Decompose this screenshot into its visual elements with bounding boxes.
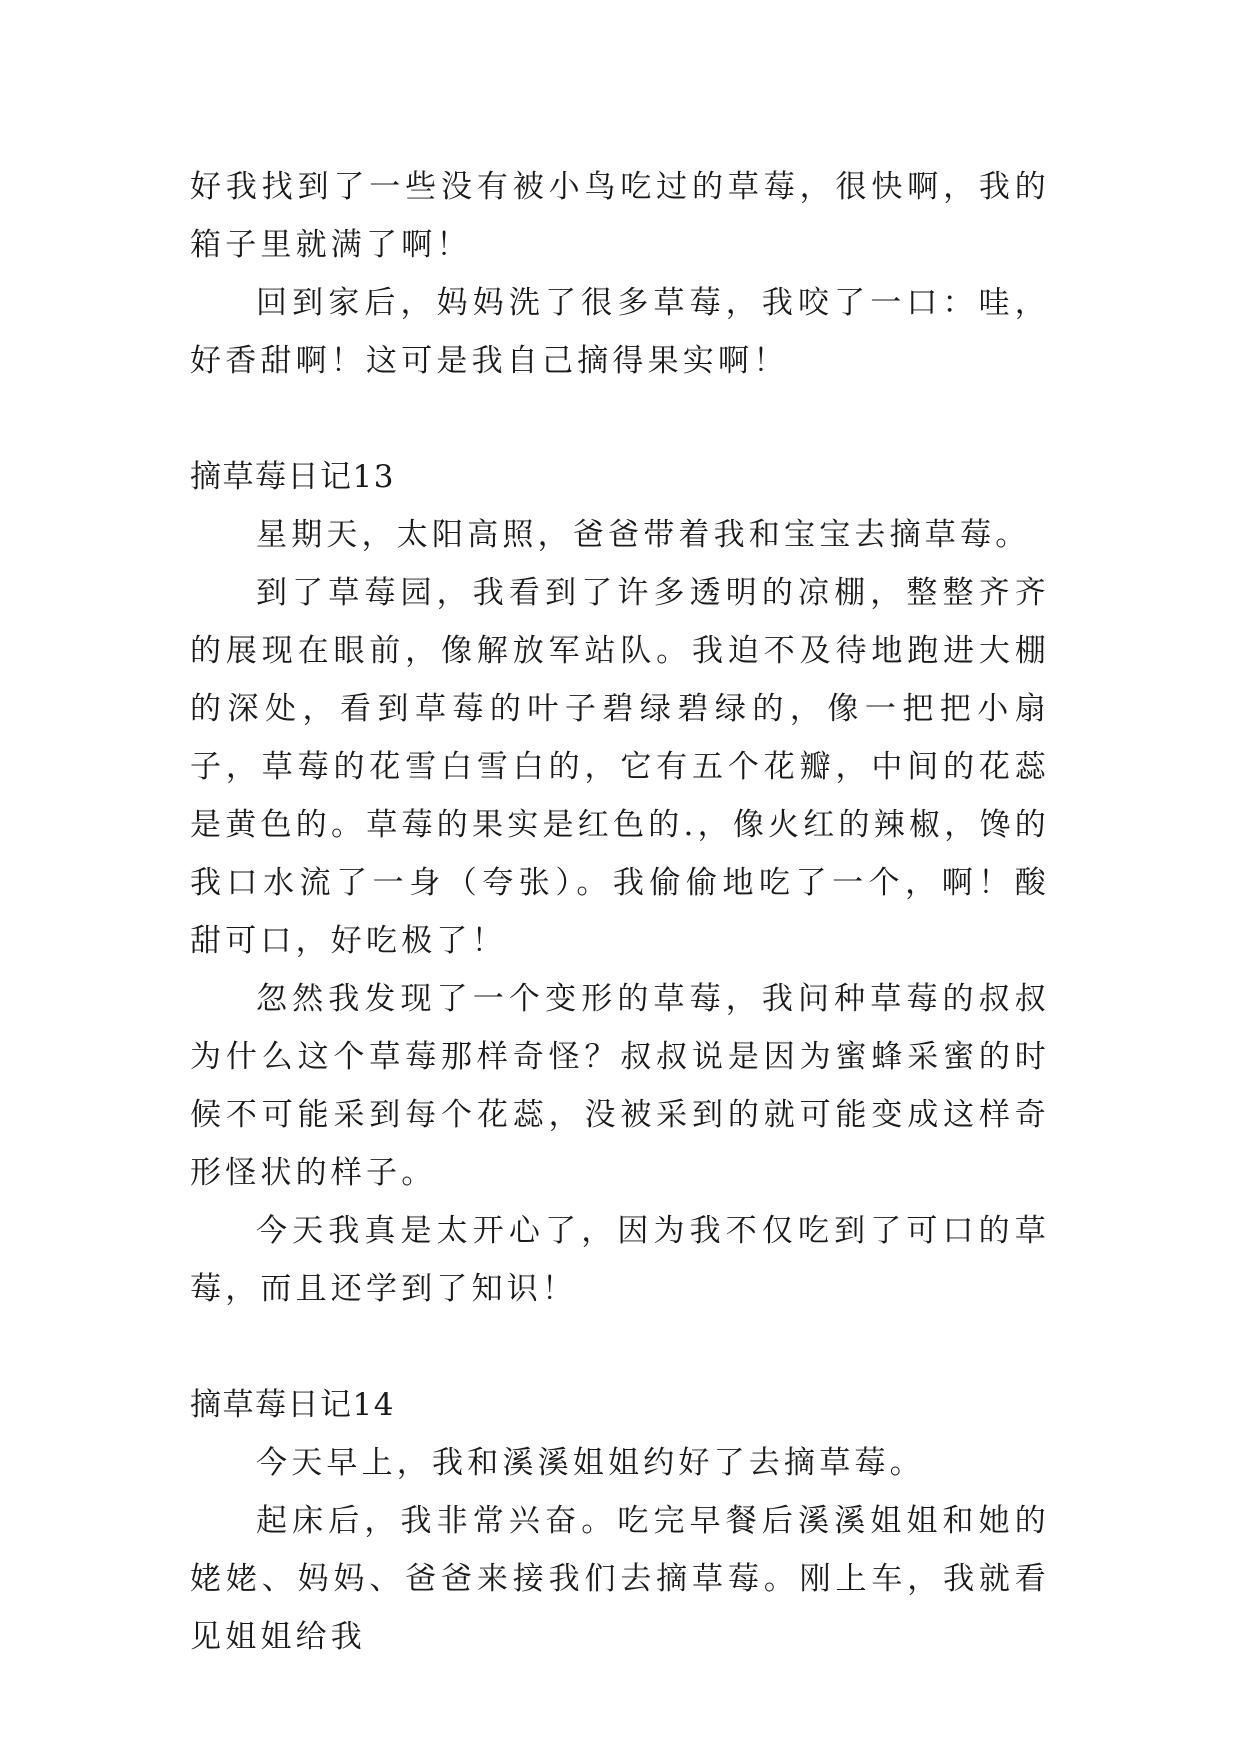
section-13-title: 摘草莓日记13	[190, 459, 395, 495]
section-14-paragraph-1: 今天早上，我和溪溪姐姐约好了去摘草莓。	[256, 1445, 925, 1481]
section-13-paragraph-4: 今天我真是太开心了，因为我不仅吃到了可口的草莓，而且还学到了知识！	[190, 1213, 1050, 1307]
section-gap	[190, 1318, 1050, 1376]
intro-paragraph-2: 回到家后，妈妈洗了很多草莓，我咬了一口：哇，好香甜啊！这可是我自己摘得果实啊！	[190, 285, 1050, 379]
section-13-paragraph-2: 到了草莓园，我看到了许多透明的凉棚，整整齐齐的展现在眼前，像解放军站队。我迫不及待地跑进大棚的深处，看到草莓的叶子碧绿碧绿的，像一把把小扇子，草莓的花雪白雪白的，它有五个花瓣，中间的花蕊是黄色的。草莓的果实是红色的.，像火红的辣椒，馋的我口水流了一身（夸张）。我偷偷地吃了一个，啊！酸甜可口，好吃极了！	[190, 575, 1050, 959]
section-14-paragraph-2: 起床后，我非常兴奋。吃完早餐后溪溪姐姐和她的姥姥、妈妈、爸爸来接我们去摘草莓。刚上车，我就看见姐姐给我	[190, 1503, 1050, 1655]
intro-paragraph-1: 好我找到了一些没有被小鸟吃过的草莓，很快啊，我的箱子里就满了啊！	[190, 169, 1050, 263]
section-14-title: 摘草莓日记14	[190, 1387, 395, 1423]
section-gap	[190, 390, 1050, 448]
section-13-paragraph-1: 星期天，太阳高照，爸爸带着我和宝宝去摘草莓。	[256, 517, 1031, 553]
document-page	[190, 158, 1050, 1666]
section-13-paragraph-3: 忽然我发现了一个变形的草莓，我问种草莓的叔叔为什么这个草莓那样奇怪？叔叔说是因为蜜蜂采蜜的时候不可能采到每个花蕊，没被采到的就可能变成这样奇形怪状的样子。	[190, 981, 1050, 1191]
